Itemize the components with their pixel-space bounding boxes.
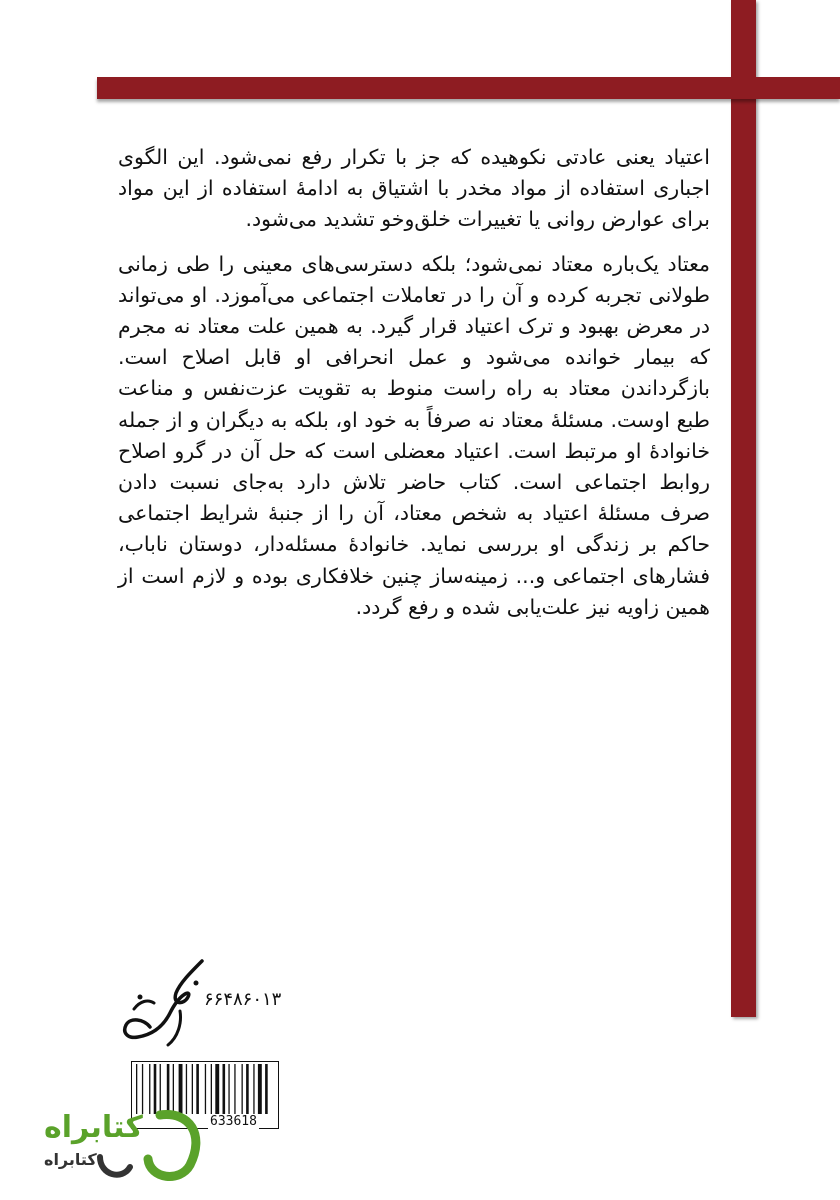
barcode-stripe (223, 1064, 226, 1114)
barcode-digits: 633618 (210, 1114, 257, 1129)
barcode-stripe (234, 1064, 235, 1114)
paragraph-description: معتاد یک‌باره معتاد نمی‌شود؛ بلکه دسترسی‌های معینی را طی زمانی طولانی تجربه کرده و آن را در تعاملات اجتماعی می‌آموزد. او می‌تواند در معرض بهبود و ترک اعتیاد قرار گیرد. به همین علت معتاد نه مجرم که بیمار خوانده می‌شود و عمل انحرافی او قابل اصلاح است. بازگرداندن معتاد به راه راست منوط به تقویت عزت‌نفس و مناعت طبع اوست. مسئلهٔ معتاد نه صرفاً به خود او، بلکه به دیگران و از جمله خانوادهٔ او مرتبط است. اعتیاد معضلی است که حل آن در گرو اصلاح روابط اجتماعی است. کتاب حاضر تلاش دارد به‌جای نسبت دادن صرف مسئلهٔ اعتیاد به شخص معتاد، آن را از جنبهٔ شرایط اجتماعی حاکم بر زندگی او بررسی نماید. خانوادهٔ مسئله‌دار، دوستان ناباب، فشارهای اجتماعی و... زمینه‌ساز چنین خلافکاری بوده و لازم است از همین زاویه نیز علت‌یابی شده و رفع گردد. (118, 251, 710, 619)
cross-vertical-bar (731, 0, 756, 1017)
barcode-stripe (246, 1064, 249, 1114)
watermark-brand-small: کتابراه (44, 1150, 97, 1169)
barcode-stripe (242, 1064, 243, 1114)
paragraph-definition: اعتیاد یعنی عادتی نکوهیده که جز با تکرار رفع نمی‌شود. این الگوی اجباری استفاده از مواد مخدر با اشتیاق به ادامهٔ استفاده از این مواد برای عوارض روانی یا تغییرات خلق‌وخو تشدید می‌شود. (118, 145, 710, 232)
back-cover-text (118, 142, 710, 636)
barcode-stripe (228, 1064, 229, 1114)
watermark-brand: کتابراه (44, 1110, 143, 1145)
barcode-stripe (215, 1064, 219, 1114)
barcode-stripe (265, 1064, 268, 1114)
publisher-phone: ۶۶۴۸۶۰۱۳ (204, 989, 282, 1010)
barcode-stripe (211, 1064, 212, 1114)
barcode-stripe (258, 1064, 262, 1114)
barcode-stripe (253, 1064, 254, 1114)
cross-horizontal-bar (97, 77, 840, 99)
